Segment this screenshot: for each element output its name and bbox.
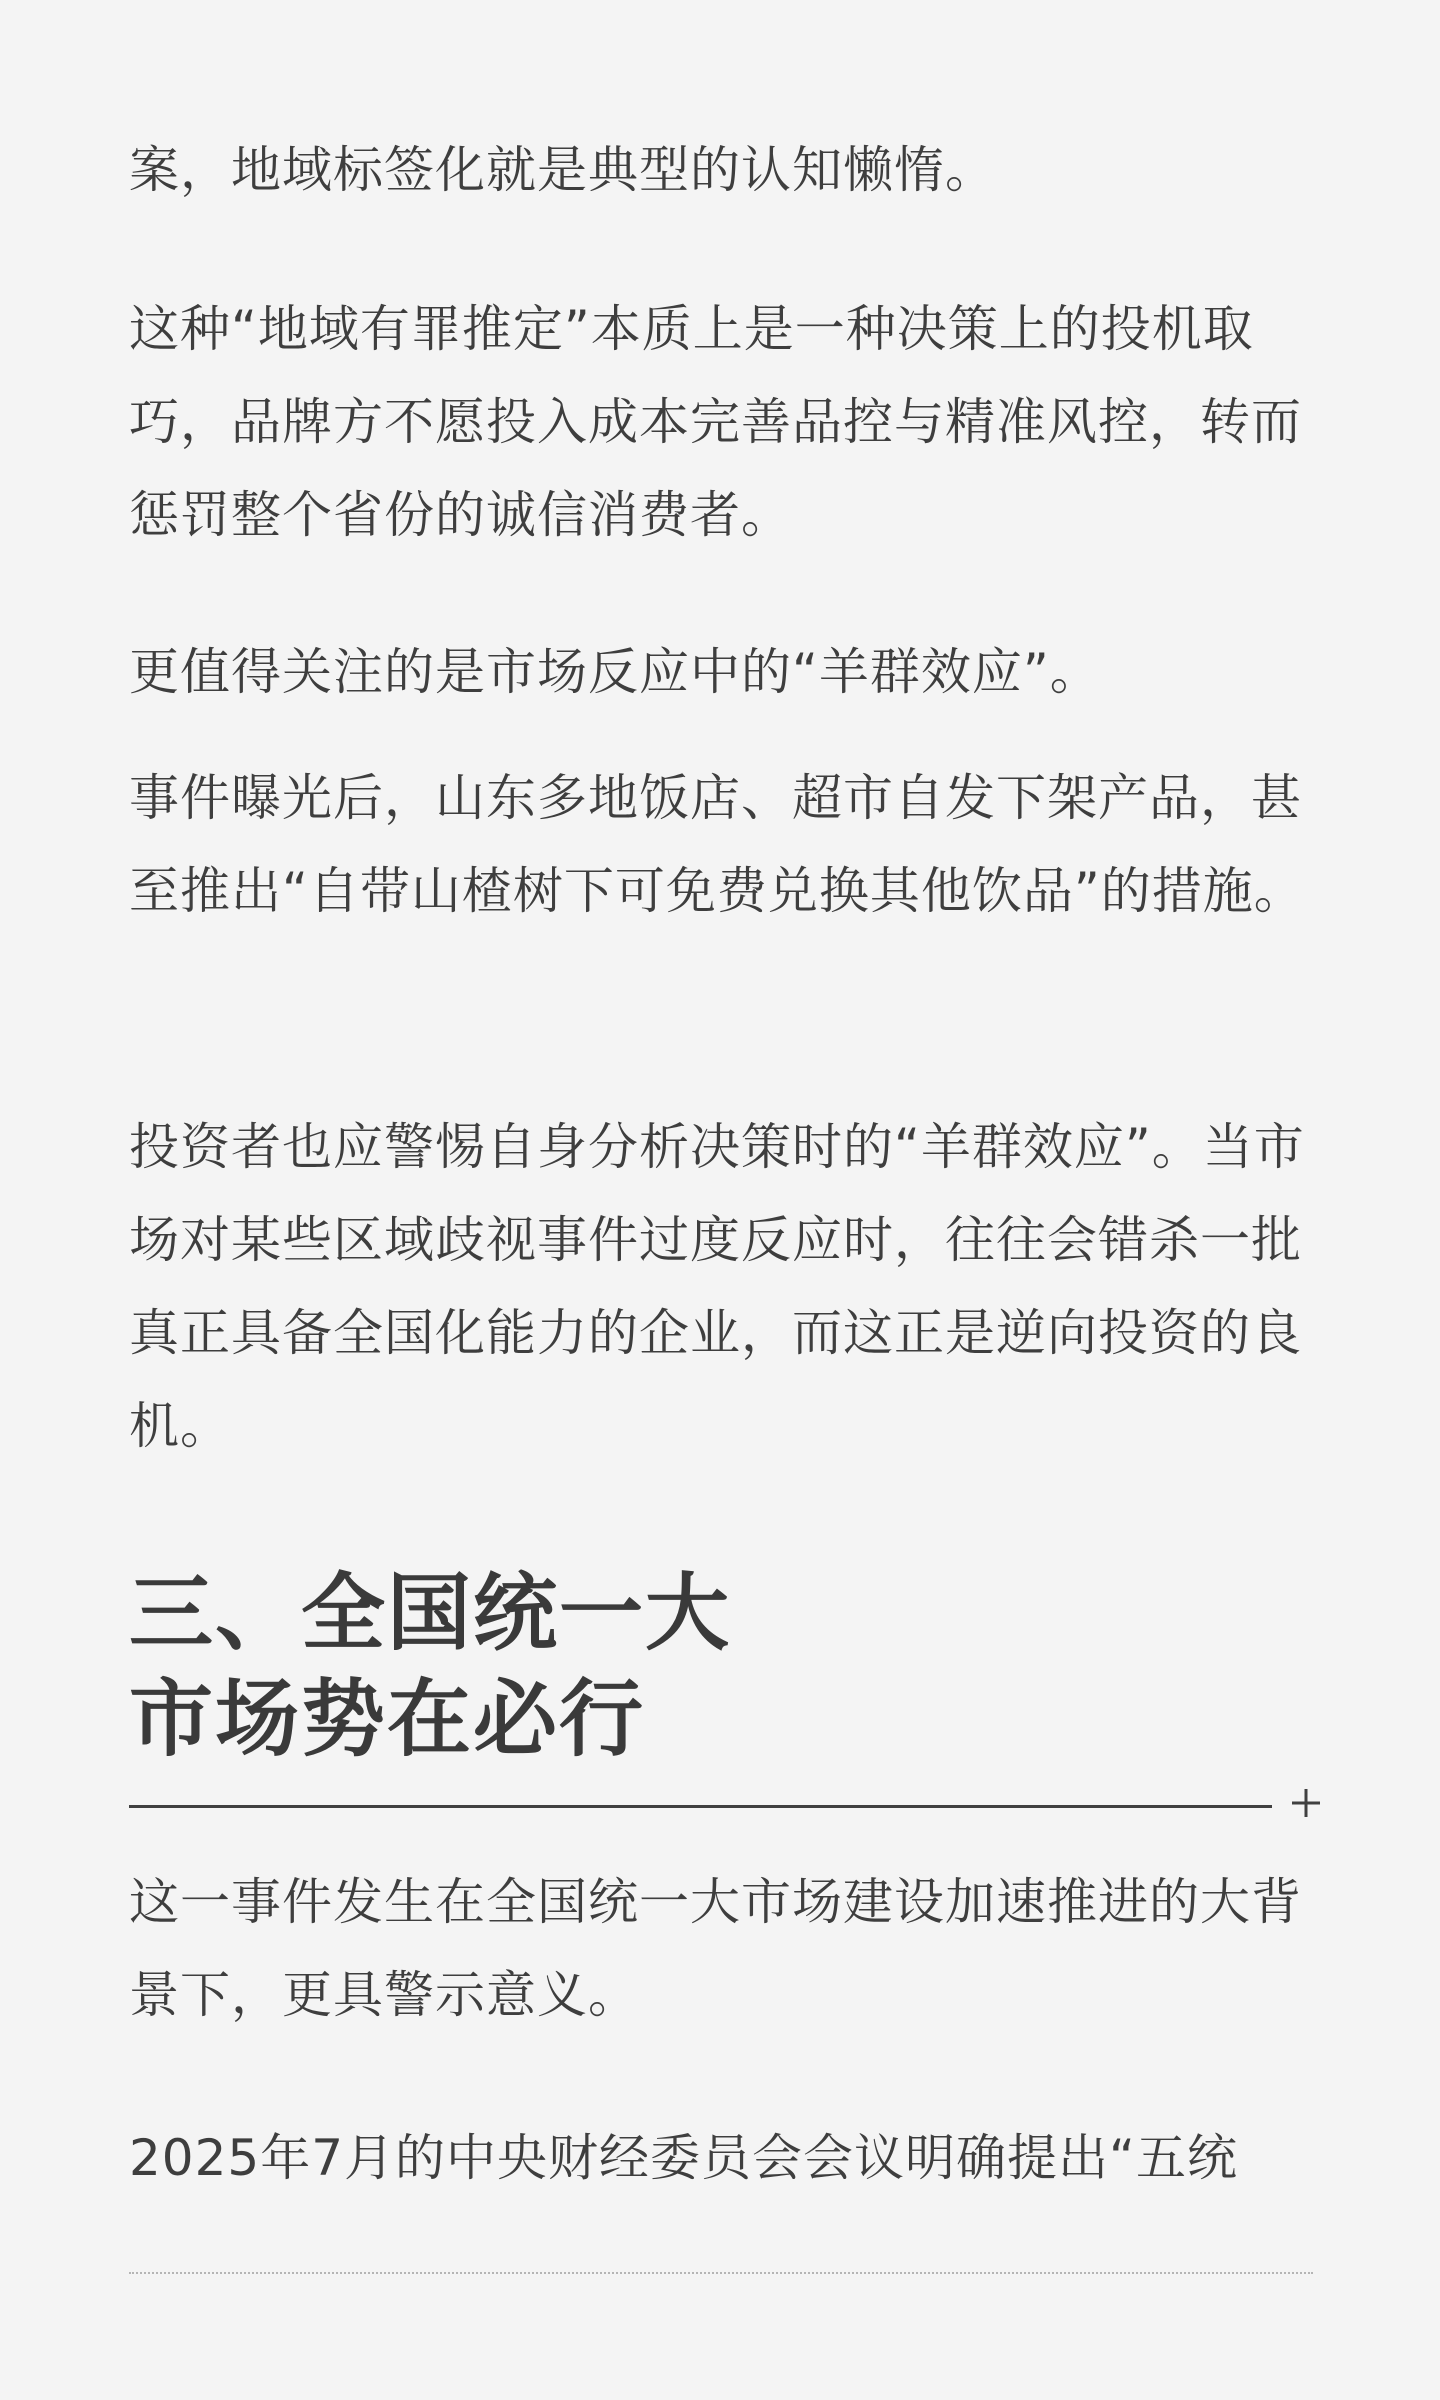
paragraph: 投资者也应警惕自身分析决策时的“羊群效应”。当市场对某些区域歧视事件过度反应时，往往会错杀一批真正具备全国化能力的企业，而这正是逆向投资的良机。 xyxy=(129,1118,1305,1455)
paragraph: 这一事件发生在全国统一大市场建设加速推进的大背景下，更具警示意义。 xyxy=(129,1873,1302,2024)
heading-divider xyxy=(129,1805,1272,1808)
dotted-divider xyxy=(129,2272,1313,2274)
paragraph: 2025年7月的中央财经委员会会议明确提出“五统 xyxy=(129,2129,1238,2187)
paragraph: 事件曝光后，山东多地饭店、超市自发下架产品，甚至推出“自带山楂树下可免费兑换其他饮品”的措施。 xyxy=(129,769,1305,920)
paragraph: 更值得关注的是市场反应中的“羊群效应”。 xyxy=(129,643,1101,701)
section-heading: 三、全国统一大 市场势在必行 xyxy=(129,1564,732,1768)
paragraph: 这种“地域有罪推定”本质上是一种决策上的投机取巧，品牌方不愿投入成本完善品控与精准风控，转而惩罚整个省份的诚信消费者。 xyxy=(129,300,1302,544)
paragraph: 案，地域标签化就是典型的认知懒惰。 xyxy=(129,141,996,199)
plus-icon xyxy=(1284,1781,1328,1825)
